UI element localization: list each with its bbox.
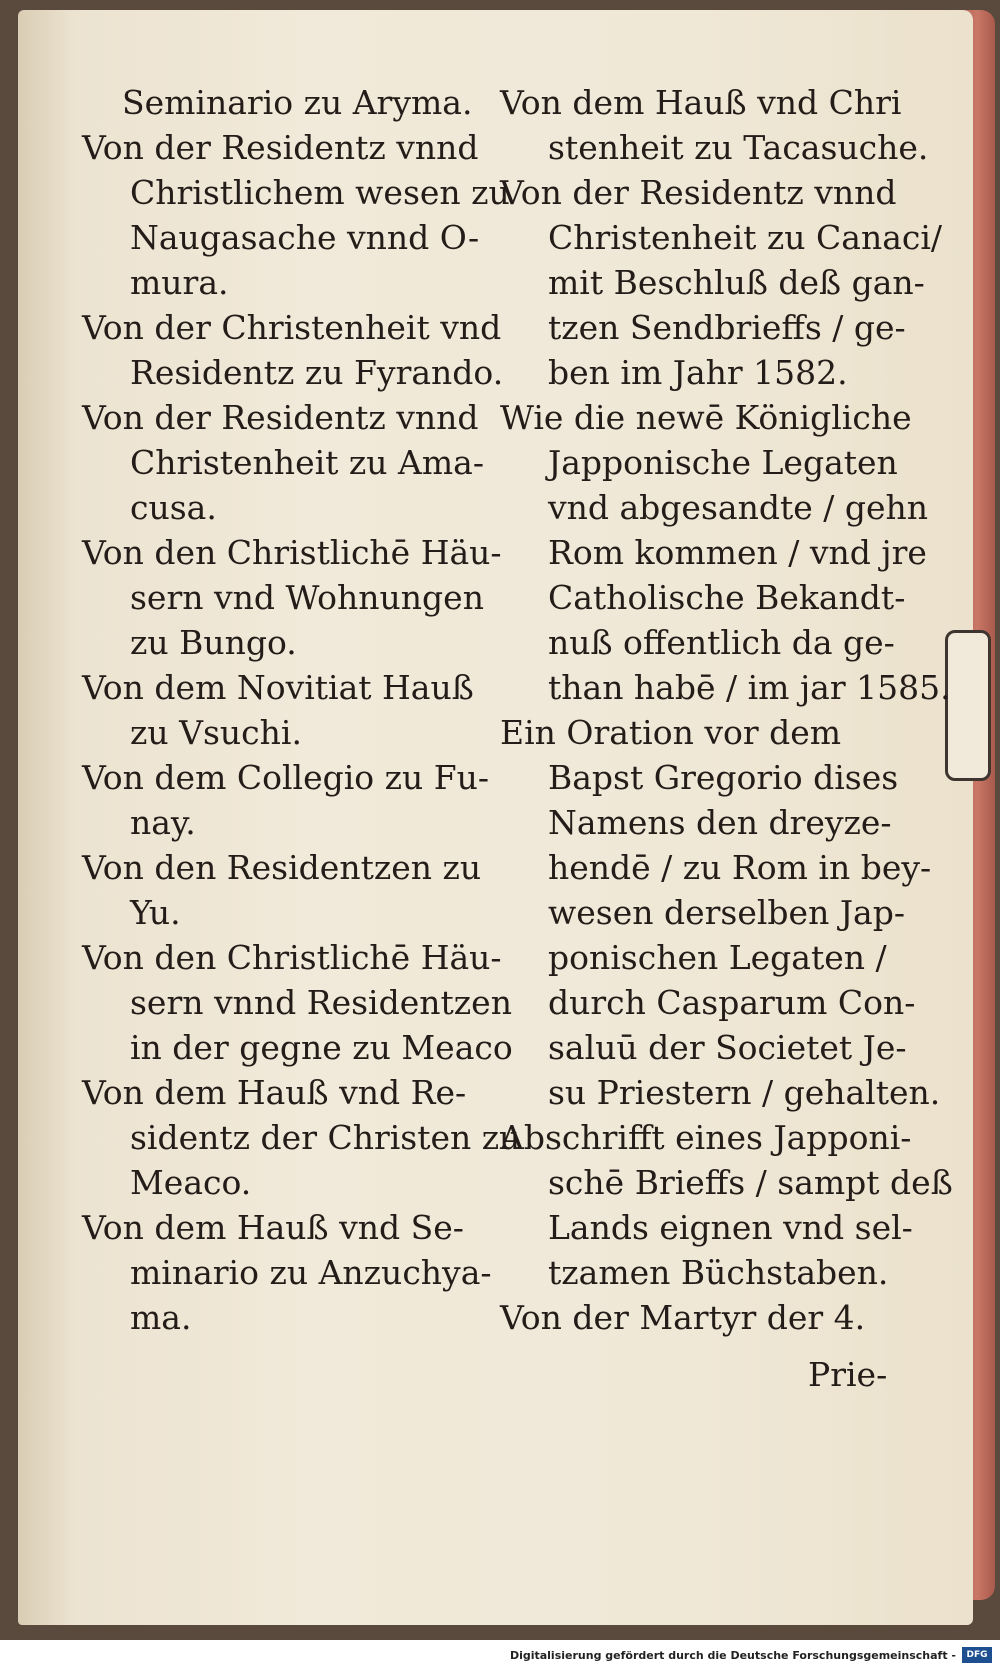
book-clasp	[945, 630, 991, 781]
toc-line: Lands eignen vnd sel-	[548, 1208, 913, 1247]
toc-line: Naugasache vnnd O-	[130, 218, 480, 257]
toc-line: ponischen Legaten /	[548, 938, 887, 977]
toc-line: tzamen Büchstaben.	[548, 1253, 889, 1292]
toc-entry	[500, 710, 941, 1115]
toc-line: Von dem Hauß vnd Se-	[82, 1208, 464, 1247]
toc-line: minario zu Anzuchya-	[130, 1253, 492, 1292]
right-column	[500, 80, 953, 1340]
toc-entry	[82, 125, 510, 305]
toc-entry	[500, 395, 951, 710]
toc-line: Von den Christlichē Häu-	[82, 533, 502, 572]
toc-line: Residentz zu Fyrando.	[130, 353, 504, 392]
toc-entry	[82, 665, 472, 755]
toc-line: vnd abgesandte / gehn	[548, 488, 928, 527]
toc-line: Von den Christlichē Häu-	[82, 938, 502, 977]
toc-line: Bapst Gregorio dises	[548, 758, 899, 797]
toc-entry	[500, 80, 929, 170]
toc-line: Wie die newē Königliche	[500, 398, 912, 437]
toc-line: Catholische Bekandt-	[548, 578, 906, 617]
toc-line: Von dem Hauß vnd Chri	[500, 83, 902, 122]
toc-line: Von dem Novitiat Hauß	[82, 668, 474, 707]
toc-line: Ein Oration vor dem	[500, 713, 842, 752]
toc-line: zu Vsuchi.	[130, 713, 302, 752]
footer-credit: Digitalisierung gefördert durch die Deutsche Forschungsgemeinschaft -	[509, 1649, 956, 1662]
toc-line: Rom kommen / vnd jre	[548, 533, 927, 572]
toc-line: nuß offentlich da ge-	[548, 623, 895, 662]
toc-entry	[500, 1295, 900, 1340]
toc-entry	[82, 1205, 492, 1340]
toc-line: ben im Jahr 1582.	[548, 353, 848, 392]
toc-line: mura.	[130, 263, 229, 302]
toc-entry	[82, 935, 513, 1070]
toc-line: in der gegne zu Meaco	[130, 1028, 513, 1067]
footer-bar	[0, 1642, 1000, 1672]
toc-line: Von der Residentz vnnd	[500, 173, 897, 212]
toc-line: Christenheit zu Ama-	[130, 443, 484, 482]
toc-line: sern vnnd Residentzen	[130, 983, 512, 1022]
toc-line: sidentz der Christen zu	[130, 1118, 521, 1157]
toc-entry	[82, 530, 502, 665]
toc-line: durch Casparum Con-	[548, 983, 916, 1022]
toc-entry	[82, 80, 472, 125]
toc-line: hendē / zu Rom in bey-	[548, 848, 932, 887]
toc-line: tzen Sendbrieffs / ge-	[548, 308, 906, 347]
toc-line: Yu.	[130, 893, 181, 932]
toc-line: Meaco.	[130, 1163, 252, 1202]
toc-line: Von dem Hauß vnd Re-	[82, 1073, 467, 1112]
toc-line: schē Brieffs / sampt deß	[548, 1163, 953, 1202]
toc-entry	[82, 305, 504, 395]
dfg-logo: DFG	[962, 1647, 992, 1663]
toc-line: sern vnd Wohnungen	[130, 578, 484, 617]
toc-line: Christenheit zu Canaci/	[548, 218, 943, 257]
toc-line: wesen derselben Jap-	[548, 893, 906, 932]
toc-line: Von der Residentz vnnd	[82, 128, 479, 167]
toc-line: Japponische Legaten	[548, 443, 898, 482]
toc-line: Von den Residentzen zu	[82, 848, 482, 887]
toc-entry	[500, 170, 943, 395]
toc-line: Seminario zu Aryma.	[122, 83, 473, 122]
toc-line: Von der Christenheit vnd	[82, 308, 502, 347]
toc-entry	[82, 395, 484, 530]
toc-line: cusa.	[130, 488, 217, 527]
toc-line: zu Bungo.	[130, 623, 297, 662]
toc-line: Abschrifft eines Japponi-	[500, 1118, 912, 1157]
toc-line: saluū der Societet Je-	[548, 1028, 907, 1067]
toc-line: Namens den dreyze-	[548, 803, 892, 842]
toc-line: Von der Martyr der 4.	[500, 1298, 866, 1337]
toc-line: nay.	[130, 803, 196, 842]
toc-line: su Priestern / gehalten.	[548, 1073, 941, 1112]
toc-line: than habē / im jar 1585.	[548, 668, 951, 707]
toc-entry	[82, 1070, 521, 1205]
toc-line: mit Beschluß deß gan-	[548, 263, 925, 302]
left-column	[82, 80, 521, 1340]
toc-line: Von der Residentz vnnd	[82, 398, 479, 437]
toc-line: stenheit zu Tacasuche.	[548, 128, 929, 167]
toc-line: Von dem Collegio zu Fu-	[82, 758, 490, 797]
toc-entry	[82, 755, 490, 845]
toc-entry	[500, 1115, 953, 1295]
toc-line: ma.	[130, 1298, 192, 1337]
toc-line: Christlichem wesen zu	[130, 173, 510, 212]
toc-entry	[82, 845, 482, 935]
catchword: Prie-	[808, 1355, 888, 1394]
